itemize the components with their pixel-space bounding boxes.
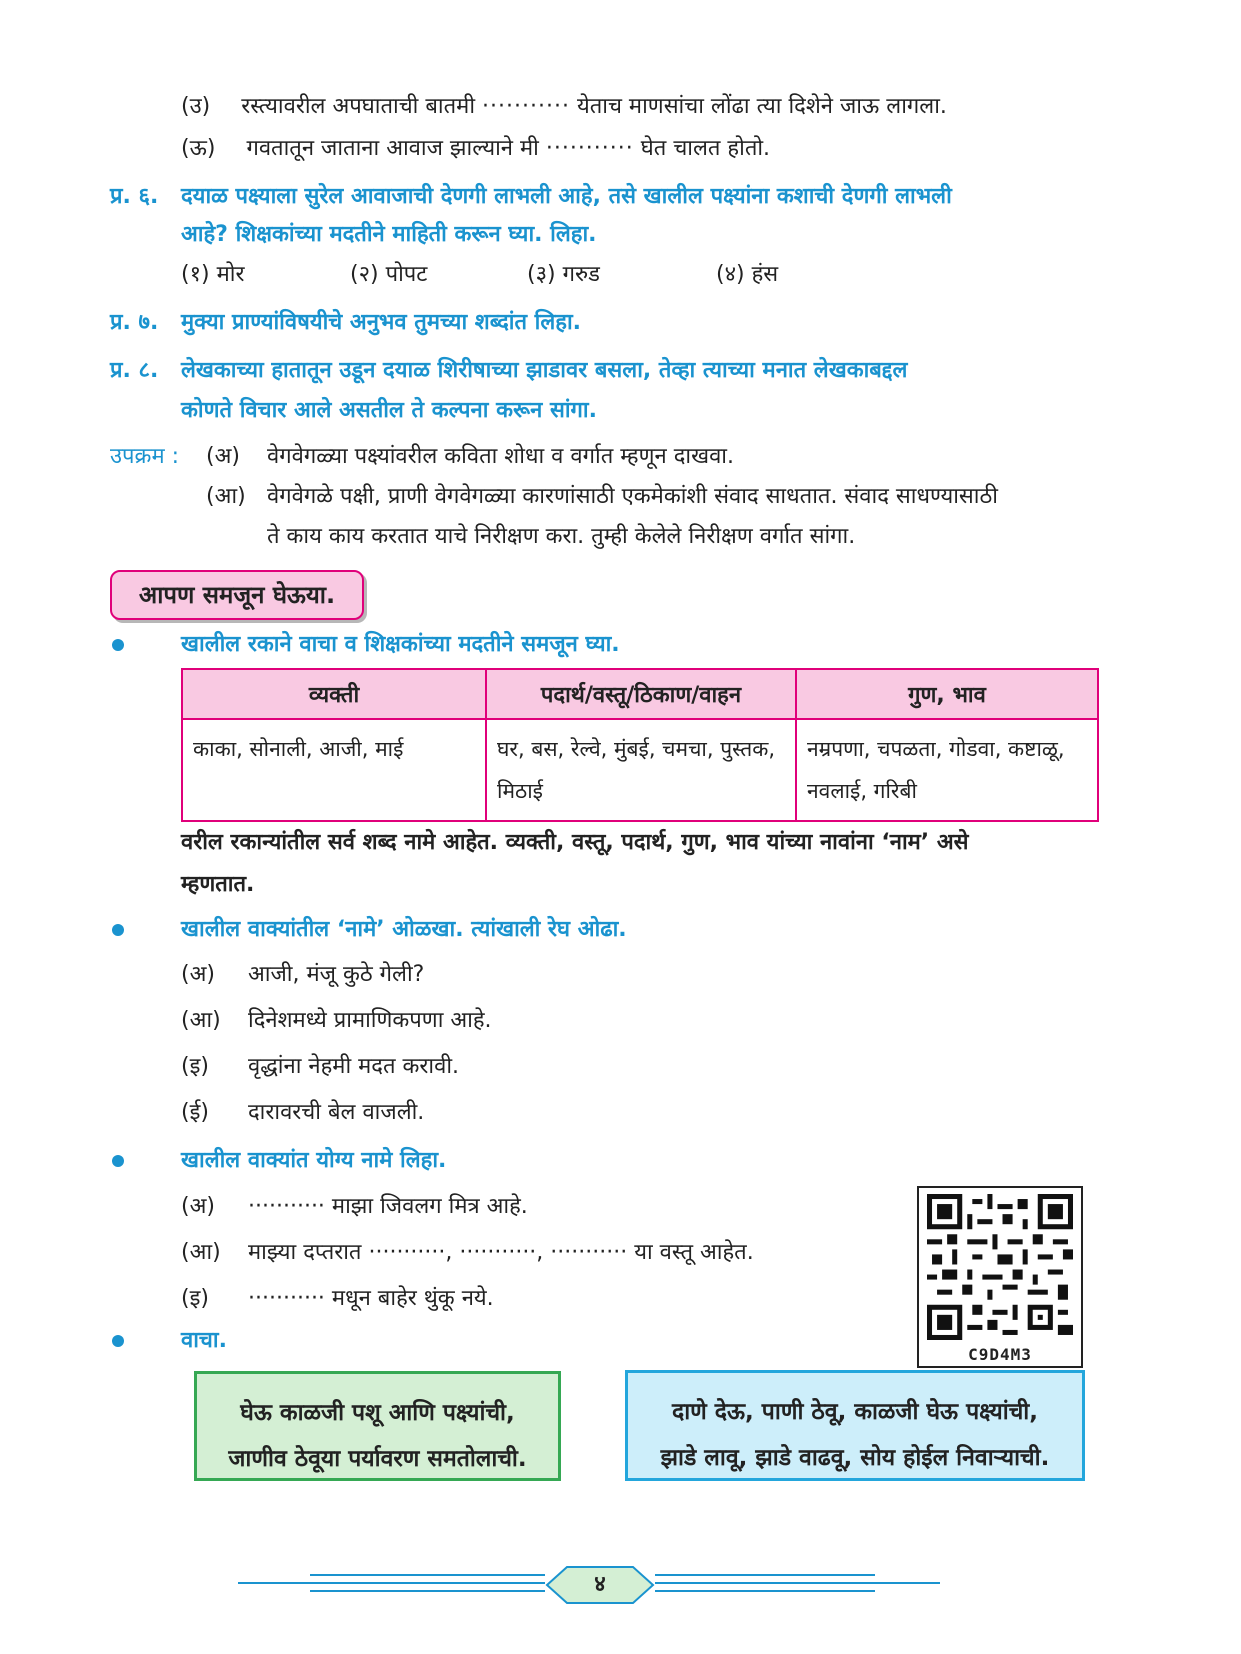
footer-rule xyxy=(310,1590,545,1592)
footer-rule xyxy=(310,1574,545,1576)
noun-table xyxy=(181,668,1099,822)
item-text: घेत चालत होतो. xyxy=(640,136,771,161)
q7-text: मुक्या प्राण्यांविषयीचे अनुभव तुमच्या शब्दांत लिहा. xyxy=(181,310,582,335)
footer-rule xyxy=(655,1590,875,1592)
sentence-label: (आ) xyxy=(181,1008,221,1033)
bullet-text: खालील वाक्यांतील ‘नामे’ ओळखा. त्यांखाली रेघ ओढा. xyxy=(181,917,627,942)
poem-box-right xyxy=(625,1370,1085,1481)
bullet-text: वाचा. xyxy=(181,1328,227,1353)
upkram-aa-line2: ते काय काय करतात याचे निरीक्षण करा. तुम्ही केलेले निरीक्षण वर्गात सांगा. xyxy=(267,524,856,549)
q8-line2: कोणते विचार आले असतील ते कल्पना करून सांगा. xyxy=(181,398,597,423)
fill-label: (अ) xyxy=(181,1194,215,1219)
table-cell: काका, सोनाली, आजी, माई xyxy=(182,719,486,821)
poem-line: झाडे लावू, झाडे वाढवू, सोय होईल निवाऱ्याची. xyxy=(660,1445,1050,1471)
page-number-badge xyxy=(545,1565,655,1605)
footer-rule xyxy=(655,1574,875,1576)
sentence-text: वृद्धांना नेहमी मदत करावी. xyxy=(248,1054,460,1079)
table-header: व्यक्ती xyxy=(182,669,486,719)
item-label: (उ) xyxy=(181,94,211,119)
fill-label: (इ) xyxy=(181,1286,209,1311)
sentence-text: दारावरची बेल वाजली. xyxy=(248,1100,425,1125)
q6-option: (३) गरुड xyxy=(527,262,600,287)
bullet-text: खालील रकाने वाचा व शिक्षकांच्या मदतीने समजून घ्या. xyxy=(181,632,620,657)
q6-option: (२) पोपट xyxy=(350,262,428,287)
item-label: (ऊ) xyxy=(181,136,216,161)
sentence-label: (इ) xyxy=(181,1054,209,1079)
qr-code[interactable] xyxy=(917,1186,1083,1368)
blank-dots: ··········· xyxy=(482,94,570,119)
table-header: गुण, भाव xyxy=(796,669,1098,719)
item-text: रस्त्यावरील अपघाताची बातमी xyxy=(241,94,476,119)
section-title: आपण समजून घेऊया. xyxy=(110,570,364,620)
upkram-a-text: वेगवेगळ्या पक्ष्यांवरील कविता शोधा व वर्गात म्हणून दाखवा. xyxy=(267,444,734,469)
sentence-label: (ई) xyxy=(181,1100,209,1125)
poem-line: जाणीव ठेवूया पर्यावरण समतोलाची. xyxy=(228,1446,527,1472)
sentence-text: आजी, मंजू कुठे गेली? xyxy=(248,962,425,987)
fill-text: ··········· माझा जिवलग मित्र आहे. xyxy=(248,1194,528,1219)
note-line1: वरील रकान्यांतील सर्व शब्द नामे आहेत. व्यक्ती, वस्तू, पदार्थ, गुण, भाव यांच्या नावांना ‘नाम’ असे xyxy=(181,830,969,855)
top-item-u xyxy=(181,90,947,120)
q8-line1: लेखकाच्या हातातून उडून दयाळ शिरीषाच्या झाडावर बसला, तेव्हा त्याच्या मनात लेखकाबद्दल xyxy=(181,358,908,383)
q6-line1: दयाळ पक्ष्याला सुरेल आवाजाची देणगी लाभली आहे, तसे खालील पक्ष्यांना कशाची देणगी लाभली xyxy=(181,184,952,209)
upkram-aa-label: (आ) xyxy=(206,484,246,509)
sentence-text: दिनेशमध्ये प्रामाणिकपणा आहे. xyxy=(248,1008,492,1033)
bullet-text: खालील वाक्यांत योग्य नामे लिहा. xyxy=(181,1148,447,1173)
table-cell: घर, बस, रेल्वे, मुंबई, चमचा, पुस्तक, मिठाई xyxy=(486,719,796,821)
q6-option: (१) मोर xyxy=(181,262,245,287)
poem-line: घेऊ काळजी पशू आणि पक्ष्यांची, xyxy=(240,1400,515,1426)
fill-text: माझ्या दप्तरात ···········, ···········, ··········· या वस्तू आहेत. xyxy=(248,1240,754,1265)
qr-code-label: C9D4M3 xyxy=(968,1345,1032,1364)
poem-box-left xyxy=(194,1371,561,1481)
poem-line: दाणे देऊ, पाणी ठेवू, काळजी घेऊ पक्ष्यांची, xyxy=(671,1399,1038,1425)
item-text: येताच माणसांचा लोंढा त्या दिशेने जाऊ लागला. xyxy=(576,94,947,119)
qr-pattern-icon xyxy=(927,1194,1073,1340)
q6-line2: आहे? शिक्षकांच्या मदतीने माहिती करून घ्या. लिहा. xyxy=(181,222,597,247)
q7-number: प्र. ७. xyxy=(110,310,159,335)
item-text: गवतातून जाताना आवाज झाल्याने मी xyxy=(246,136,539,161)
q8-number: प्र. ८. xyxy=(110,358,159,383)
top-item-uu xyxy=(181,132,770,162)
note-line2: म्हणतात. xyxy=(181,872,255,897)
fill-text: ··········· मधून बाहेर थुंकू नये. xyxy=(248,1286,494,1311)
q6-number: प्र. ६. xyxy=(110,184,159,209)
bullet-icon xyxy=(112,924,124,936)
bullet-icon xyxy=(112,1335,124,1347)
upkram-aa-line1: वेगवेगळे पक्षी, प्राणी वेगवेगळ्या कारणांसाठी एकमेकांशी संवाद साधतात. संवाद साधण्यासाठी xyxy=(267,484,998,509)
sentence-label: (अ) xyxy=(181,962,215,987)
upkram-a-label: (अ) xyxy=(206,444,240,469)
upkram-label: उपक्रम : xyxy=(110,444,180,469)
page-number: ४ xyxy=(594,1572,606,1597)
blank-dots: ··········· xyxy=(545,136,634,161)
bullet-icon xyxy=(112,639,124,651)
bullet-icon xyxy=(112,1155,124,1167)
table-header: पदार्थ/वस्तू/ठिकाण/वाहन xyxy=(486,669,796,719)
q6-option: (४) हंस xyxy=(716,262,779,287)
table-cell: नम्रपणा, चपळता, गोडवा, कष्टाळू, नवलाई, गरिबी xyxy=(796,719,1098,821)
footer-rule xyxy=(238,1582,545,1584)
footer-rule xyxy=(655,1582,940,1584)
fill-label: (आ) xyxy=(181,1240,221,1265)
